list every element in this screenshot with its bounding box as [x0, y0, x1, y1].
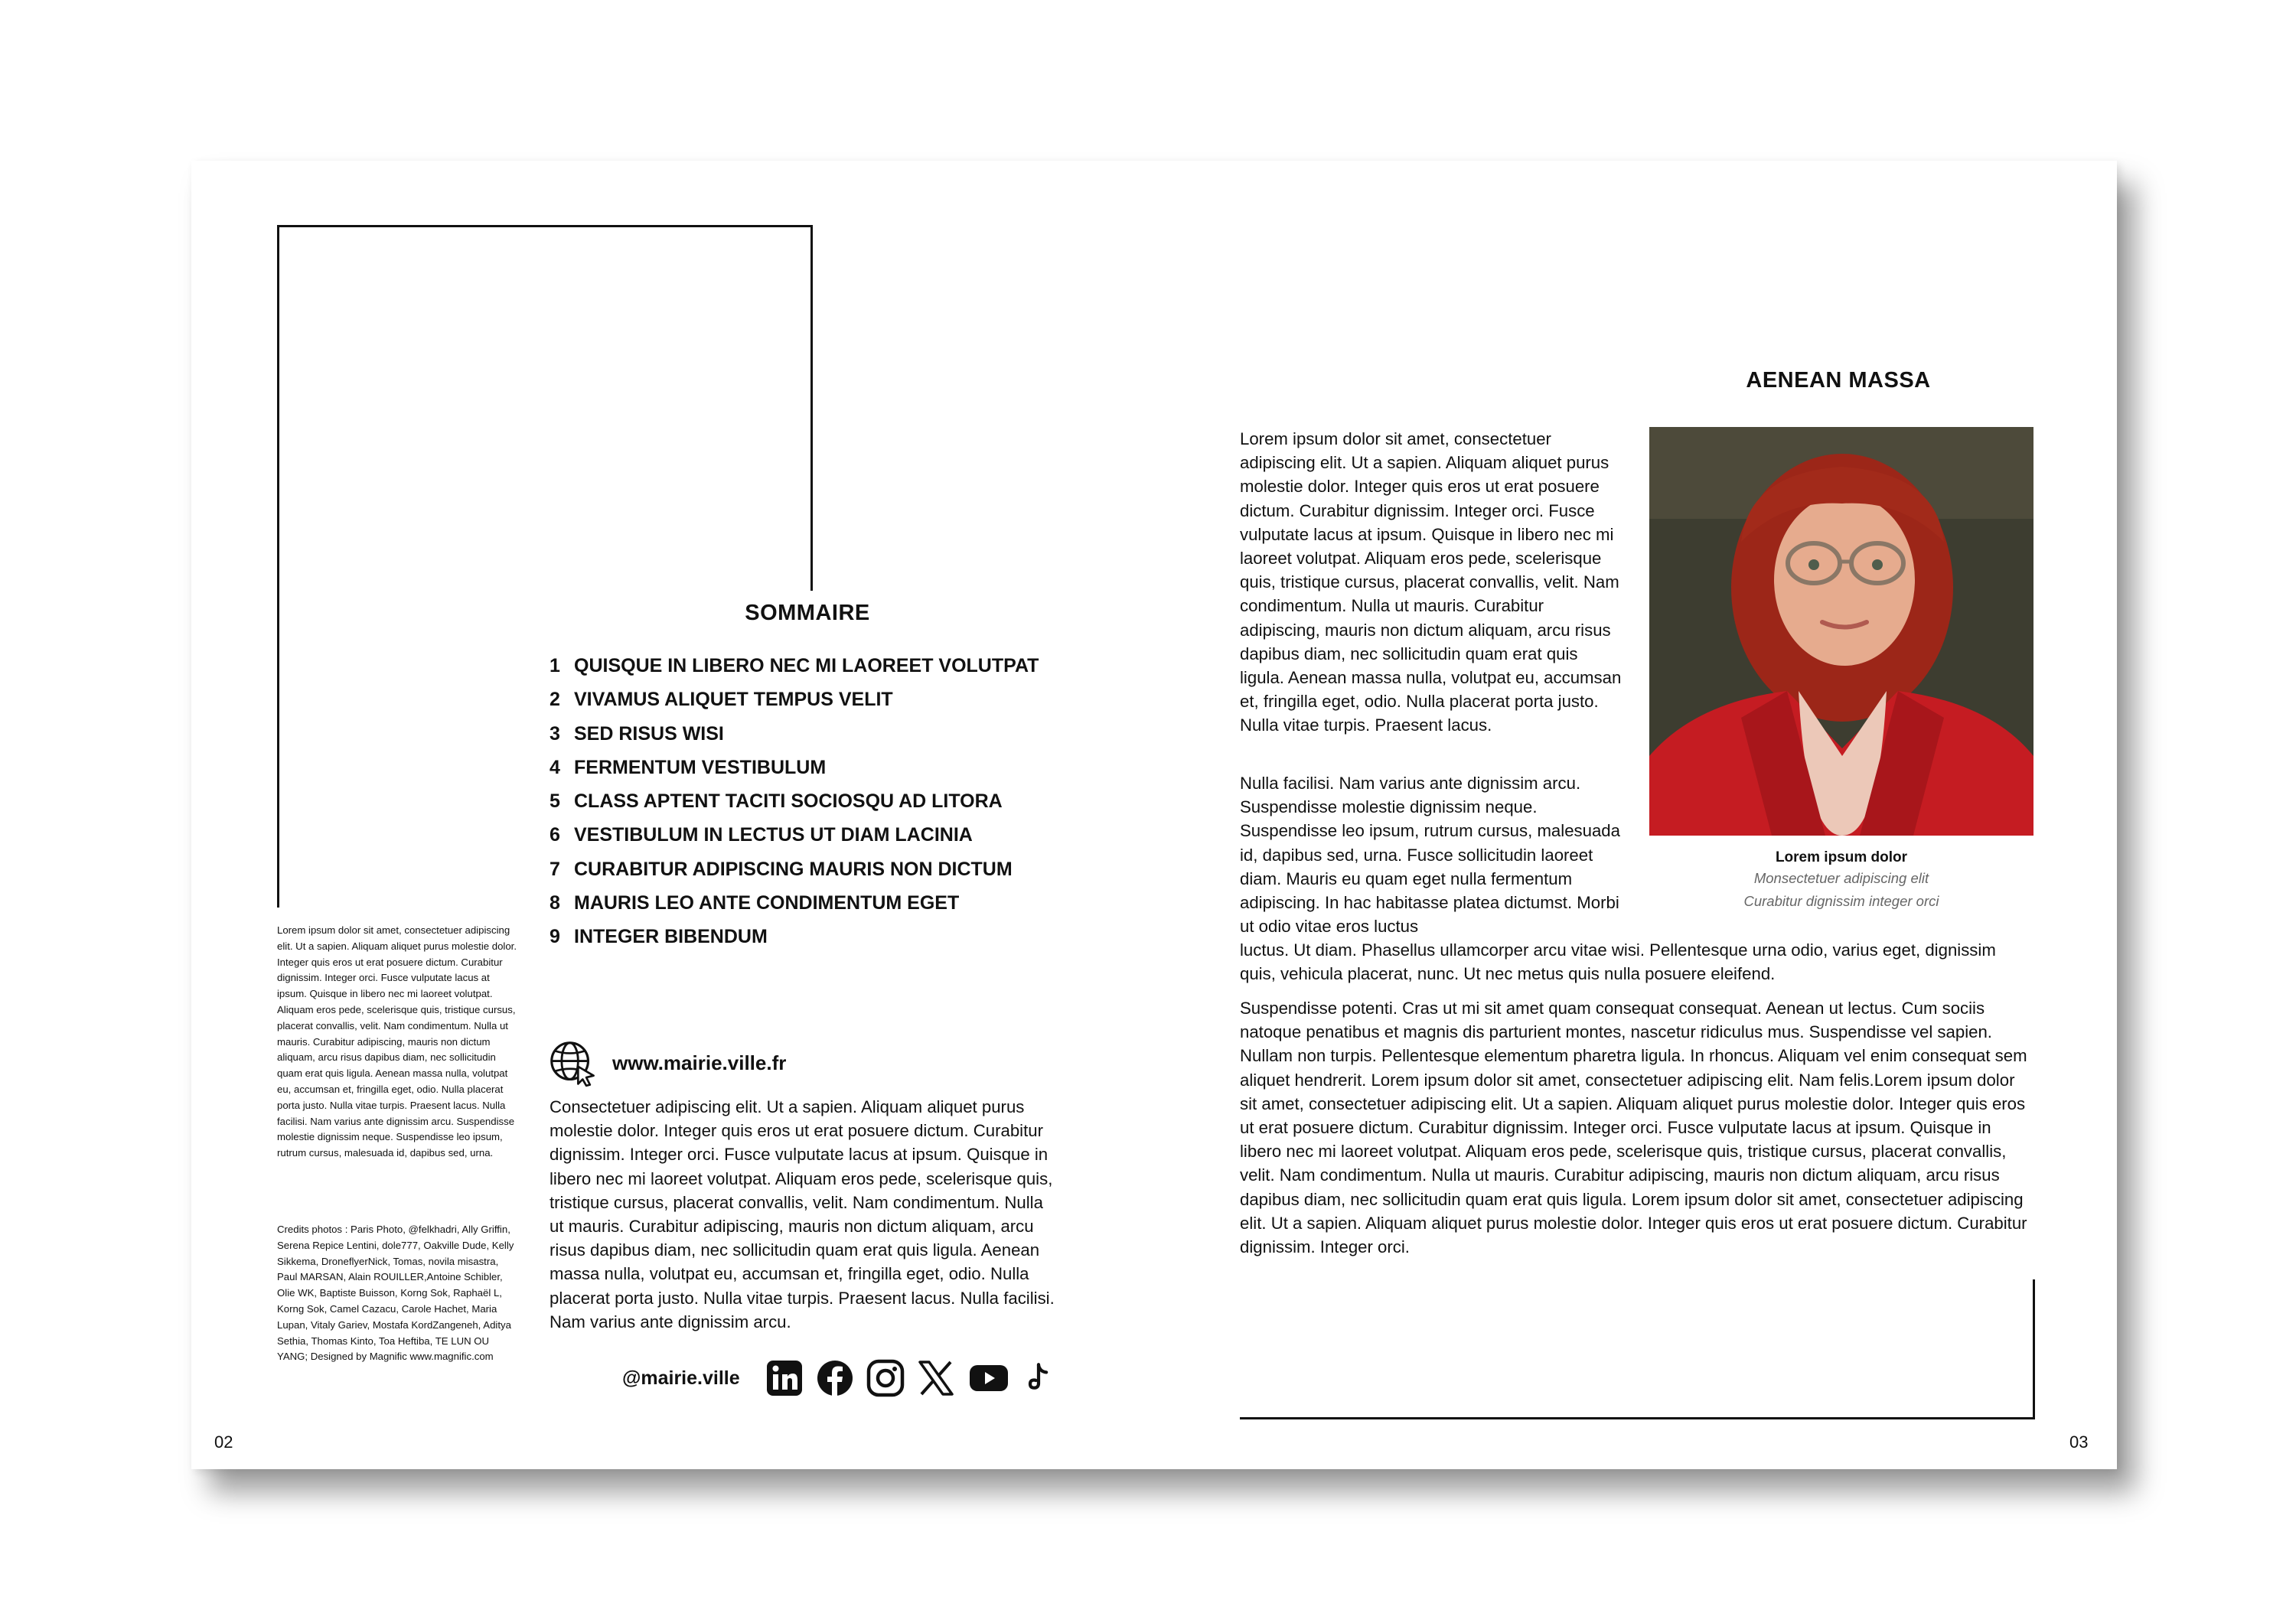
- brochure-spread: [191, 161, 2117, 1469]
- toc-item[interactable]: [550, 751, 1101, 784]
- website-row: [548, 1039, 786, 1087]
- photo-credits: Credits photos : Paris Photo, @felkhadri, Ally Griffin, Serena Repice Lentini, dole777, Oakville Dude, Kelly Sikkema, DroneflyerNick, Tomas, novila misastra, Paul MARSAN, Alain ROUILLER,Antoine Schibler, Olie WK, Baptiste Buisson, Korng Sok, Raphaël L, Korng Sok, Camel Cazacu, Carole Hachet, Maria Lupan, Vitaly Gariev, Mostafa KordZangeneh, Aditya Sethia, Thomas Kinto, Toa Heftiba, TE LUN OU YANG; Designed by Magnific www.magnific.com: [277, 1224, 514, 1363]
- right-decorative-frame-side: [2033, 1279, 2035, 1419]
- toc-item-label: QUISQUE IN LIBERO NEC MI LAOREET VOLUTPAT: [574, 655, 1039, 676]
- toc-item-label: VESTIBULUM IN LECTUS UT DIAM LACINIA: [574, 824, 973, 846]
- toc-item-label: INTEGER BIBENDUM: [574, 926, 768, 948]
- toc-item[interactable]: [550, 649, 1101, 683]
- caption-line-2: Curabitur dignissim integer orci: [1743, 893, 1939, 909]
- tiktok-icon[interactable]: [1022, 1358, 1055, 1398]
- toc-item[interactable]: [550, 683, 1101, 716]
- website-link[interactable]: www.mairie.ville.fr: [612, 1051, 787, 1074]
- toc-item-label: VIVAMUS ALIQUET TEMPUS VELIT: [574, 689, 893, 711]
- social-handle[interactable]: @mairie.ville: [622, 1367, 740, 1389]
- toc-item-label: CURABITUR ADIPISCING MAURIS NON DICTUM: [574, 858, 1013, 880]
- article-para-1: Lorem ipsum dolor sit amet, consectetuer adipiscing elit. Ut a sapien. Aliquam aliquet purus molestie dolor. Integer quis eros ut erat posuere dictum. Curabitur dignissim. Integer orci. Fusce vulputate lacus at ipsum. Quisque in libero nec mi laoreet volutpat. Aliquam eros pede, scelerisque quis, tristique cursus, placerat convallis, velit. Nam condimentum. Nulla ut mauris. Curabitur adipiscing, mauris non dictum aliquam, arcu risus dapibus diam, nec sollicitudin quam erat quis ligula. Aenean massa nulla, volutpat eu, accumsan et, fringilla eget, odio. Nulla placerat porta justo. Nulla vitae turpis. Praesent lacus.: [1240, 429, 1622, 735]
- sidebar-text: Lorem ipsum dolor sit amet, consectetuer adipiscing elit. Ut a sapien. Aliquam aliquet purus molestie dolor. Integer quis eros ut erat posuere dictum. Curabitur dignissim. Integer orci. Fusce vulputate lacus at ipsum. Quisque in libero nec mi laoreet volutpat. Aliquam eros pede, scelerisque quis, tristique cursus, placerat convallis, velit. Nam condimentum. Nulla ut mauris. Curabitur adipiscing, mauris non dictum aliquam, arcu risus dapibus diam, nec sollicitudin quam erat quis ligula. Aenean massa nulla, volutpat eu, accumsan et, fringilla eget, odio. Nulla placerat porta justo. Nulla vitae turpis. Praesent lacus. Nulla facilisi. Nam varius ante dignissim arcu. Suspendisse molestie dignissim neque. Suspendisse leo ipsum, rutrum cursus, malesuada id, dapibus sed, urna.: [277, 924, 517, 1159]
- globe-cursor-icon: [548, 1039, 595, 1087]
- toc-item[interactable]: [550, 920, 1101, 953]
- toc-item[interactable]: [550, 818, 1101, 852]
- right-decorative-frame-bottom: [1240, 1417, 2035, 1419]
- x-icon[interactable]: [916, 1358, 956, 1398]
- article-para-3: Suspendisse potenti. Cras ut mi sit amet quam consequat consequat. Aenean ut lectus. Cum sociis natoque penatibus et magnis dis parturient montes, nascetur ridiculus mus. Suspendisse vel sapien. Nullam non turpis. Pellentesque elementum pharetra ligula. In rhoncus. Aliquam vel enim consequat sem aliquet hendrerit. Lorem ipsum dolor sit amet, consectetuer adipiscing elit. Nam felis.Lorem ipsum dolor sit amet, consectetuer adipiscing elit. Ut a sapien. Aliquam aliquet purus molestie dolor. Integer quis eros ut erat posuere dictum. Curabitur dignissim. Integer orci. Fusce vulputate lacus at ipsum. Quisque in libero nec mi laoreet volutpat. Aliquam eros pede, scelerisque quis, tristique cursus, placerat convallis, velit. Nam condimentum. Nulla ut mauris. Curabitur adipiscing, mauris non dictum aliquam, arcu risus dapibus diam, nec sollicitudin quam erat quis ligula. Lorem ipsum dolor sit amet, consectetuer adipiscing elit. Ut a sapien. Aliquam aliquet purus molestie dolor. Integer quis eros ut erat posuere dictum. Curabitur dignissim. Integer orci.: [1240, 999, 2027, 1257]
- caption-title: Lorem ipsum dolor: [1775, 849, 1908, 865]
- toc-item-number: 6: [550, 824, 560, 846]
- youtube-icon[interactable]: [967, 1358, 1011, 1398]
- toc-item[interactable]: [550, 784, 1101, 818]
- toc-item-number: 1: [550, 655, 560, 676]
- website-description: Consectetuer adipiscing elit. Ut a sapien. Aliquam aliquet purus molestie dolor. Integer quis eros ut erat posuere dictum. Curabitur dignissim. Integer orci. Fusce vulputate lacus at ipsum. Quisque in libero nec mi laoreet volutpat. Aliquam eros pede, scelerisque quis, tristique cursus, placerat convallis, velit. Nam condimentum. Nulla ut mauris. Curabitur adipiscing, mauris non dictum aliquam, arcu risus dapibus diam, nec sollicitudin quam erat quis ligula. Aenean massa nulla, volutpat eu, accumsan et, fringilla eget, odio. Nulla placerat porta justo. Nulla vitae turpis. Praesent lacus. Nulla facilisi. Nam varius ante dignissim arcu.: [550, 1097, 1055, 1331]
- linkedin-icon[interactable]: [765, 1358, 804, 1398]
- portrait-photo: [1649, 427, 2033, 836]
- portrait-illustration: [1649, 427, 2033, 836]
- toc-item-number: 8: [550, 892, 560, 914]
- toc-item[interactable]: [550, 886, 1101, 920]
- toc-item[interactable]: [550, 852, 1101, 886]
- left-decorative-frame: [277, 225, 813, 591]
- page-number-left: 02: [214, 1432, 233, 1452]
- toc-item-label: MAURIS LEO ANTE CONDIMENTUM EGET: [574, 892, 960, 914]
- photo-caption: [1649, 849, 2033, 914]
- toc-item-number: 4: [550, 756, 560, 778]
- facebook-icon[interactable]: [815, 1358, 855, 1398]
- article-para-2-continued: luctus. Ut diam. Phasellus ullamcorper arcu vitae wisi. Pellentesque urna odio, varius eget, dignissim quis, vehicula placerat, nunc. Ut nec metus quis nulla posuere eleifend.: [1240, 940, 1996, 984]
- table-of-contents: [550, 649, 1101, 954]
- instagram-icon[interactable]: [866, 1358, 905, 1398]
- article-para-2: Nulla facilisi. Nam varius ante dignissim arcu. Suspendisse molestie dignissim neque. Suspendisse leo ipsum, rutrum cursus, malesuada id, dapibus sed, urna. Fusce sollicitudin laoreet diam. Mauris eu quam eget nulla fermentum adipiscing. In hac habitasse platea dictumst. Morbi ut odio vitae eros luctus: [1240, 774, 1620, 937]
- page-number-right: 03: [2069, 1432, 2089, 1452]
- toc-item-label: FERMENTUM VESTIBULUM: [574, 756, 827, 778]
- toc-item-number: 2: [550, 689, 560, 711]
- toc-item-number: 3: [550, 722, 560, 745]
- caption-line-1: Monsectetuer adipiscing elit: [1753, 870, 1929, 886]
- article-title: AENEAN MASSA: [1746, 368, 1931, 393]
- toc-item-label: SED RISUS WISI: [574, 722, 724, 745]
- toc-title: SOMMAIRE: [745, 601, 870, 625]
- social-row: [622, 1358, 1055, 1398]
- toc-item-label: CLASS APTENT TACITI SOCIOSQU AD LITORA: [574, 790, 1003, 813]
- toc-item[interactable]: [550, 717, 1101, 751]
- toc-item-number: 7: [550, 858, 560, 880]
- left-frame-side: [277, 225, 279, 908]
- toc-item-number: 5: [550, 790, 560, 813]
- toc-item-number: 9: [550, 926, 560, 948]
